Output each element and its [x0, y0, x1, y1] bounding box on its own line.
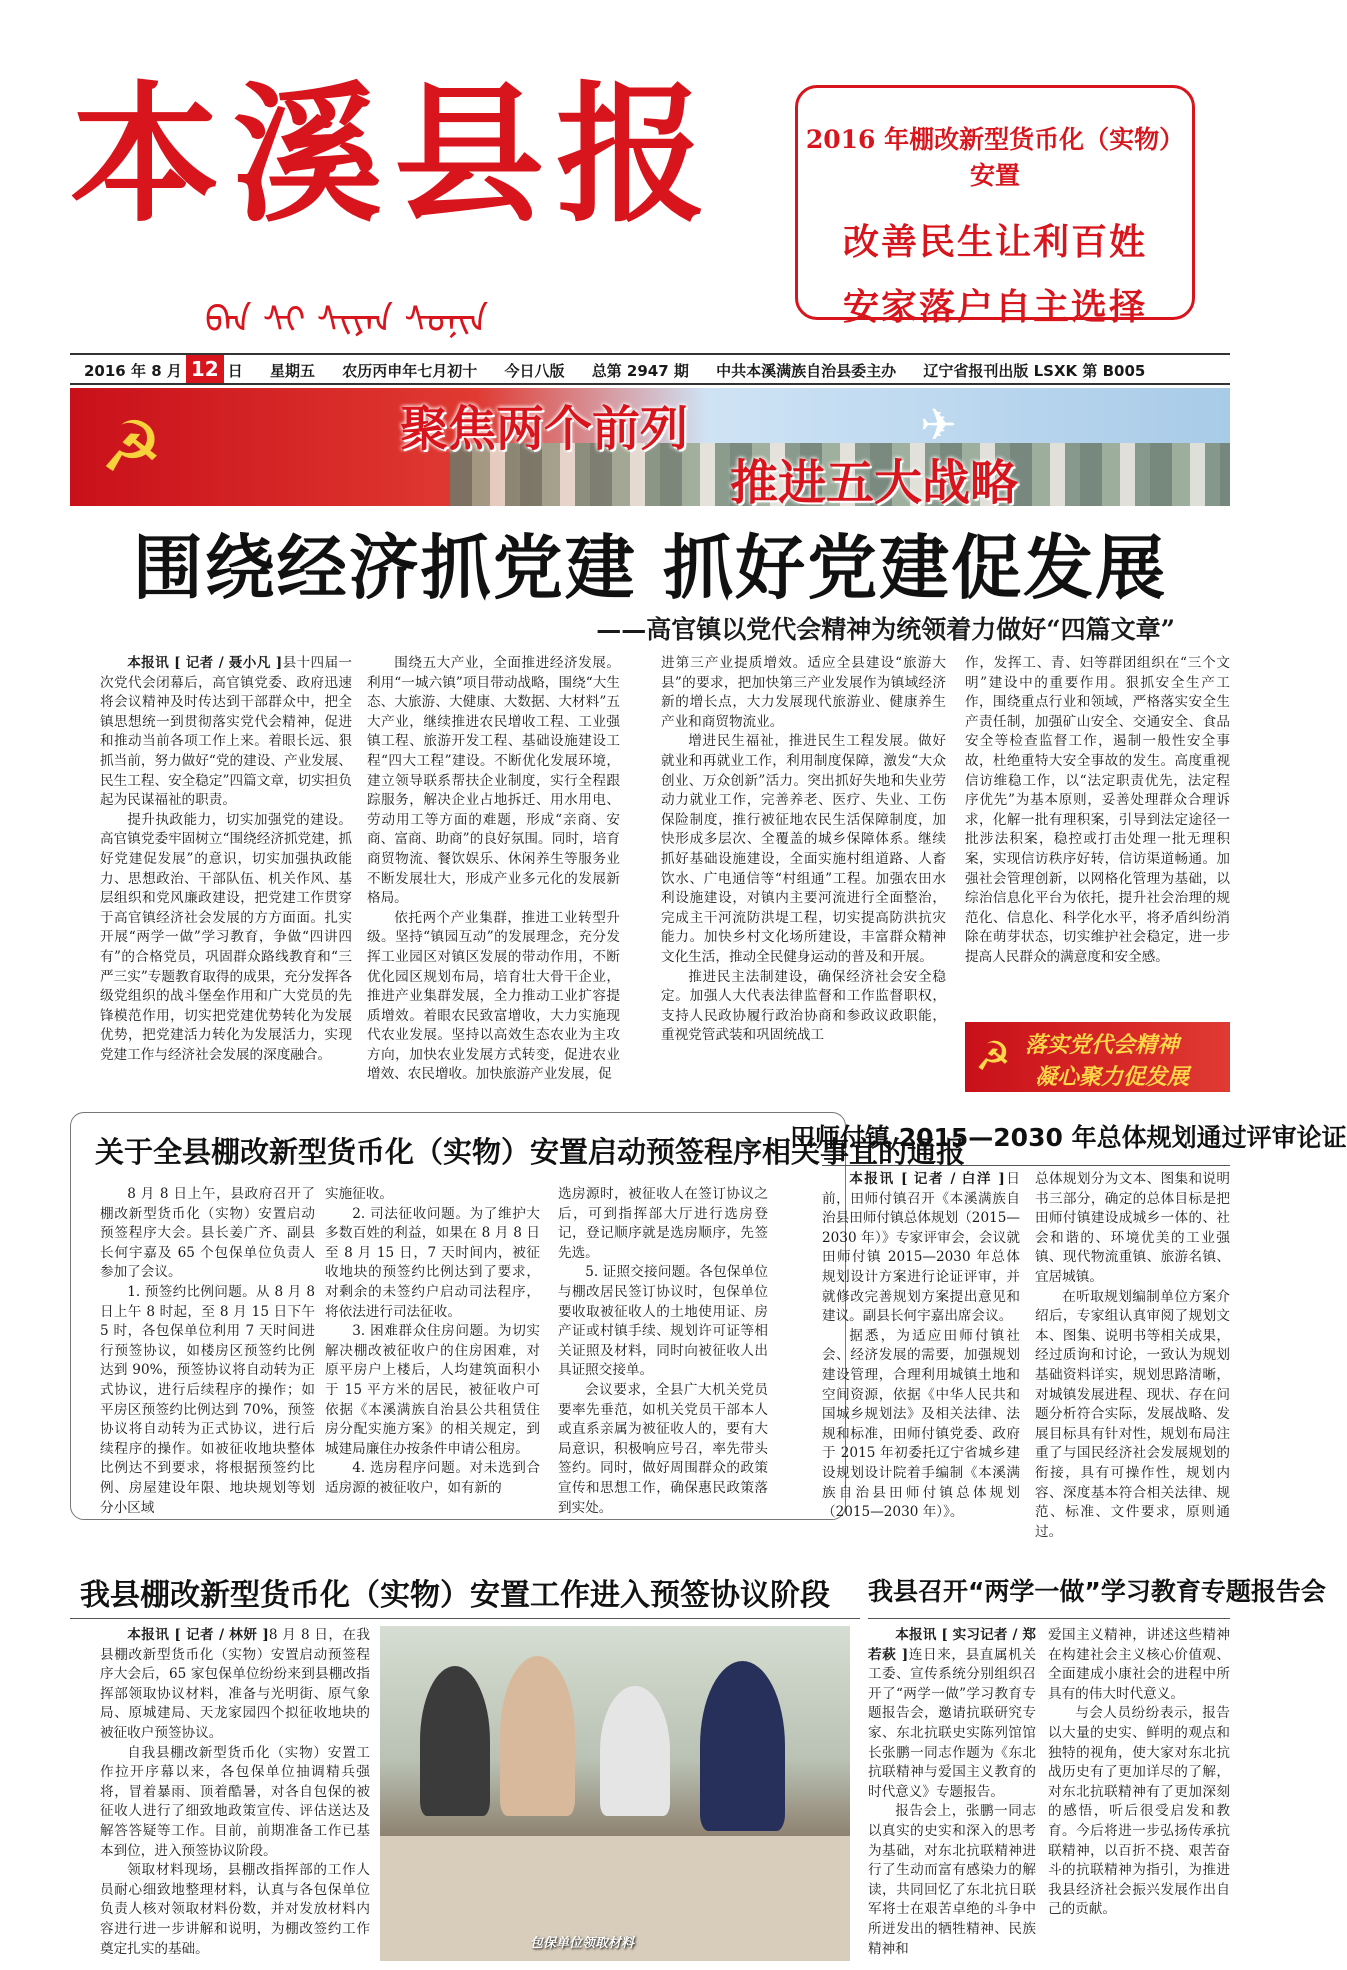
date-suffix: 日 [227, 362, 243, 380]
lecture-column-1 [868, 1626, 1036, 1961]
lecture-col1b-text: 报告会上，张鹏一同志以真实的史实和深入的思考为基础，对东北抗联精神进行了生动而富有感染力的解读，共同回忆了东北抗日联军将士在艰苦卓绝的斗争中所迸发出的牺牲精神、民族精神和 [868, 1803, 1036, 1957]
lunar-date: 农历丙申年七月初十 [342, 362, 478, 380]
notice-col2b-text: 2. 司法征收问题。为了维护大多数百姓的利益，如果在 8 月 8 日至 8 月 15 日，7 天时间内，被征收地块的预签约比例达到了要求，对剩余的未签约户启动司法程序，将依法进行司法征收。 [325, 1205, 540, 1320]
issue-info-bar [70, 353, 1230, 385]
notice-col2-text: 实施征收。 [325, 1186, 393, 1202]
issue-number: 总第 2947 期 [591, 362, 689, 380]
lead-col4-text: 作，发挥工、青、妇等群团组织在“三个文明”建设中的重要作用。狠抓安全生产工作，围绕重点行业和领域，严格落实安全生产责任制，加强矿山安全、交通安全、食品安全等检查监督工作，遏制一般性安全事故，杜绝重特大安全事故的发生。高度重视信访维稳工作，以“法定职责优先，法定程序优先”为基本原则，妥善处理群众合理诉求，化解一批有理积案，引导到法定途径一批涉法积案，稳控或打击处理一批无理积案，实现信访秩序好转，信访渠道畅通。加强社会管理创新，以网格化管理为基础，以综治信息化平台为依托，提升社会治理的规范化、信息化、科学化水平，将矛盾纠纷消除在萌芽状态，切实维护社会稳定，进一步提高人民群众的满意度和安全感。 [965, 655, 1230, 965]
tianshifu-col1b-text: 据悉，为适应田师付镇社会、经济发展的需要，加强规划建设管理，合理利用城镇土地和空间资源，依据《中华人民共和国城乡规划法》及相关法律、法规和标准，田师付镇党委、政府于 2015 年初委托辽宁省城乡建设规划设计院着手编制《本溪满族自治县田师付镇总体规划（2015—2030 年）》。 [822, 1327, 1020, 1521]
section-divider [868, 1618, 1230, 1619]
notice-col1b-text: 1. 预签约比例问题。从 8 月 8 日上午 8 时起，至 8 月 15 日下午 5 时，各包保单位利用 7 天时间进行预签协议，如楼房区预签约比例达到 90%，预签协议将自动转为正式协议，进行后续程序的操作；如平房区预签约比例达到 70%，预签协议将自动转为正式协议，进行后续程序的操作。如被征收地块整体比例达不到要求，将根据预签约比例、房屋建设年限、地块规划等划分小区域 [100, 1283, 315, 1516]
newspaper-title: 本溪县报 [70, 67, 719, 243]
tianshifu-col2-text: 总体规划分为文本、图集和说明书三部分，确定的总体目标是把田师付镇建设成城乡一体的、社会和谐的、环境优美的工业强镇、现代物流重镇、旅游名镇、宜居城镇。 [1035, 1171, 1230, 1285]
lead-column-2 [367, 654, 620, 1083]
lead-subhead: ——高官镇以党代会精神为统领着力做好“四篇文章” [596, 615, 1175, 644]
section-divider [70, 1618, 860, 1619]
banner-line-1: 聚焦两个前列 [400, 401, 689, 457]
date-prefix: 2016 年 8 月 [84, 362, 182, 380]
weekday: 星期五 [269, 362, 315, 380]
tianshifu-column-1 [822, 1170, 1021, 1521]
lead-column-4 [965, 654, 1230, 1014]
date-day: 12 [186, 355, 224, 383]
tianshifu-headline: 田师付镇 2015—2030 年总体规划通过评审论证 [790, 1123, 1347, 1152]
theme-banner [70, 388, 1230, 511]
notice-col2c-text: 3. 困难群众住房问题。为切实解决棚改被征收户的住房困难，对原平房户上楼后，人均建筑面积小于 15 平方米的居民，被征收户可依据《本溪满族自治县公共租赁住房分配实施方案》的相关规定，到城建局廉住办按条件申请公租房。 [325, 1323, 540, 1457]
tianshifu-byline: 本报讯 [ 记者 / 白洋 ] [849, 1171, 1005, 1187]
photo-person [420, 1666, 490, 1816]
lecture-column-2 [1048, 1626, 1230, 1961]
photo-person [500, 1656, 575, 1816]
promo-line-3: 安家落户自主选择 [842, 286, 1147, 328]
notice-column-3 [558, 1185, 768, 1515]
signing-col1-text: 8 月 8 日，在我县棚改新型货币化（实物）安置启动预签程序大会后，65 家包保单位纷纷来到县棚改指挥部领取协议材料，准备与光明街、原气象局、原城建局、天龙家园四个拟征收地块的被征收户预签协议。 [100, 1627, 370, 1741]
notice-col3-text: 选房源时，被征收人在签订协议之后，可到指挥部大厅进行选房登记，登记顺序就是选房顺序，先签先选。 [558, 1186, 768, 1261]
lead-column-1 [100, 654, 352, 1078]
lead-col1b-text: 提升执政能力，切实加强党的建设。高官镇党委牢固树立“围绕经济抓党建，抓好党建促发展”的意识，切实加强执政能力、思想政治、干部队伍、机关作风、基层组织和党风廉政建设，把党建工作贯穿于高官镇经济社会发展的方方面面。扎实开展“两学一做”学习教育，争做“四讲四有”的合格党员，巩固群众路线教育和“三严三实”专题教育取得的成果，充分发挥各级党组织的战斗堡垒作用和广大党员的先锋模范作用，切实把党建优势转化为发展优势，把党建活力转化为发展活力，实现党建工作与经济社会发展的深度融合。 [100, 811, 352, 1063]
promo-box [795, 85, 1195, 328]
lecture-col2b-text: 与会人员纷纷表示，报告以大量的史实、鲜明的观点和独特的视角，使大家对东北抗战历史有了更加详尽的了解，对东北抗联精神有了更加深刻的感悟，听后很受启发和教育。今后将进一步弘扬传承抗联精神，以百折不挠、艰苦奋斗的抗联精神为指引，为推进我县经济社会振兴发展作出自己的贡献。 [1048, 1705, 1230, 1918]
promo-line-1: 2016 年棚改新型货币化（实物）安置 [805, 125, 1185, 190]
notice-column-1 [100, 1185, 315, 1515]
lead-headline: 围绕经济抓党建 抓好党建促发展 [132, 527, 1168, 609]
lead-col3-text: 进第三产业提质增效。适应全县建设“旅游大县”的要求，把加快第三产业发展作为镇域经济新的增长点，大力发展现代旅游业、健康养生产业和商贸物流业。 [661, 655, 946, 730]
section-divider [822, 1165, 1230, 1166]
signing-column-1 [100, 1626, 370, 1961]
signing-col1c-text: 领取材料现场，县棚改指挥部的工作人员耐心细致地整理材料，认真与各包保单位负责人核对领取材料份数，并对发放材料内容进行进一步讲解和说明，为棚改签约工作奠定扎实的基础。 [100, 1862, 370, 1957]
airplane-icon: ✈ [920, 400, 957, 451]
license-number: 辽宁省报刊出版 LSXK 第 B005 [923, 362, 1146, 380]
lecture-byline: 本报讯 [ 实习记者 / 郑若萩 ] [868, 1627, 1036, 1663]
mongolian-title: ᠪᠡᠨ ᠰᠢ ᠰᠢᠶᠠᠨ ᠰᠣᠨᠢᠨ [205, 300, 489, 341]
notice-col3b-text: 5. 证照交接问题。各包保单位与棚改居民签订协议时，包保单位要收取被征收人的土地使用证、房产证或村镇手续、规划许可证等相关证照及材料，同时向被征收人出具证照交接单。 [558, 1264, 768, 1379]
tianshifu-column-2 [1035, 1170, 1230, 1540]
photo-person [600, 1686, 670, 1816]
signing-byline: 本报讯 [ 记者 / 林妍 ] [127, 1627, 269, 1643]
promo-line-2: 改善民生让利百姓 [842, 221, 1147, 263]
photo-caption: 包保单位领取材料 [530, 1936, 635, 1951]
lead-col2b-text: 依托两个产业集群，推进工业转型升级。坚持“镇园互动”的发展理念，充分发挥工业园区对镇区发展的带动作用，不断优化园区规划布局，培育壮大骨干企业，推进产业集群发展，全力推动工业扩容提质增效。着眼农民致富增收，大力实施现代农业发展。坚持以高效生态农业为主攻方向，加快农业发展方式转变，促进农业增效、农民增收。加快旅游产业发展，促 [367, 909, 620, 1083]
signing-headline: 我县棚改新型货币化（实物）安置工作进入预签协议阶段 [80, 1578, 830, 1613]
lead-col3b-text: 增进民生福祉，推进民生工程发展。做好就业和再就业工作，利用制度保障，激发“大众创业、万众创新”活力。突出抓好失地和失业劳动力就业工作，完善养老、医疗、失业、工伤保险制度，推行被征地农民生活保障制度，加快形成多层次、全覆盖的城乡保障体系。继续抓好基础设施建设，全面实施村组道路、人畜饮水、广电通信等“村组通”工程。加强农田水利设施建设，对镇内主要河流进行全面整治，完成主干河流防洪堤工程，切实提高防洪抗灾能力。加快乡村文化场所建设，丰富群众精神文化生活，推动全民健身运动的普及和开展。 [661, 733, 946, 965]
edition-count: 今日八版 [504, 362, 565, 380]
lead-byline: 本报讯 [ 记者 / 聂小凡 ] [127, 655, 283, 671]
banner-line-2: 推进五大战略 [730, 455, 1019, 511]
hammer-sickle-icon: ☭ [100, 406, 163, 488]
notice-column-2 [325, 1185, 540, 1515]
notice-col1-text: 8 月 8 日上午，县政府召开了棚改新型货币化（实物）安置启动预签程序大会。县长姜广齐、副县长何宇嘉及 65 个包保单位负责人参加了会议。 [100, 1186, 315, 1281]
lead-col1-text: 县十四届一次党代会闭幕后，高官镇党委、政府迅速将会议精神及时传达到干部群众中，把全镇思想统一到贯彻落实党代会精神，促进和推动当前各项工作上来。着眼长远、狠抓当前，努力做好“党的建设、产业发展、民生工程、安全稳定”四篇文章，切实担负起为民谋福祉的职责。 [100, 655, 353, 809]
lecture-col1-text: 连日来，县直属机关工委、宣传系统分别组织召开了“两学一做”学习教育专题报告会，邀请抗联研究专家、东北抗联史实陈列馆馆长张鹏一同志作题为《东北抗联精神与爱国主义教育的时代意义》专题报告。 [868, 1646, 1037, 1800]
seal-line-1: 落实党代会精神 [1025, 1032, 1180, 1058]
lecture-col2-text: 爱国主义精神，讲述这些精神在构建社会主义核心价值观、全面建成小康社会的进程中所具有的伟大时代意义。 [1048, 1627, 1230, 1702]
notice-headline: 关于全县棚改新型货币化（实物）安置启动预签程序相关事宜的通报 [95, 1135, 966, 1169]
lead-col2-text: 围绕五大产业，全面推进经济发展。利用“一城六镇”项目带动战略，围绕“大生态、大旅游、大健康、大数据、大材料”五大产业，继续推进农民增收工程、工业强镇工程、旅游开发工程、基础设施建设工程“四大工程”建设。不断优化发展环境，建立领导联系帮扶企业制度，实行全程跟踪服务，解决企业占地拆迁、用水用电、劳动用工等方面的难题，形成“亲商、安商、富商、助商”的良好氛围。同时，培育商贸物流、餐饮娱乐、休闲养生等服务业不断发展壮大，形成产业多元化的发展新格局。 [367, 655, 620, 907]
tianshifu-col1-text: 日前，田师付镇召开《本溪满族自治县田师付镇总体规划（2015—2030 年）》专家评审会，会议就田师付镇 2015—2030 年总体规划设计方案进行论证评审，并就修改完善规划方案提出意见和建议。副县长何宇嘉出席会议。 [822, 1171, 1021, 1325]
slogan-seal [965, 1022, 1230, 1092]
tianshifu-col2b-text: 在听取规划编制单位方案介绍后，专家组认真审阅了规划文本、图集、说明书等相关成果，经过质询和讨论，一致认为规划基础资料详实，规划思路清晰，对城镇发展进程、现状、存在问题分析符合实际，发展战略、发展目标具有针对性，规划布局注重了与国民经济社会发展规划的衔接，具有可操作性，规划内容、深度基本符合相关法律、规范、标准、文件要求，原则通过。 [1035, 1288, 1230, 1540]
lead-column-3 [661, 654, 946, 1078]
sponsor: 中共本溪满族自治县委主办 [716, 362, 897, 380]
notice-col3c-text: 会议要求，全县广大机关党员要率先垂范，如机关党员干部本人或直系亲属为被征收人的，要有大局意识，积极响应号召，率先带头签约。同时，做好周围群众的政策宣传和思想工作，确保惠民政策落到实处。 [558, 1381, 768, 1516]
news-photo [380, 1626, 850, 1961]
hammer-sickle-icon: ☭ [975, 1034, 1011, 1080]
seal-line-2: 凝心聚力促发展 [1035, 1064, 1190, 1090]
lecture-headline: 我县召开“两学一做”学习教育专题报告会 [868, 1577, 1326, 1606]
photo-person [700, 1661, 785, 1831]
notice-col2d-text: 4. 选房程序问题。对未选到合适房源的被征收户，如有新的 [325, 1460, 540, 1496]
lead-col3c-text: 推进民主法制建设，确保经济社会安全稳定。加强人大代表法律监督和工作监督职权，支持人民政协履行政治协商和参政议政职能，重视党管武装和巩固统战工 [661, 968, 946, 1044]
signing-col1b-text: 自我县棚改新型货币化（实物）安置工作拉开序幕以来，各包保单位抽调精兵强将，冒着暴雨、顶着酷暑，对各自包保的被征收人进行了细致地政策宣传、评估送达及解答答疑等工作。目前，前期准备工作已基本到位，进入预签协议阶段。 [100, 1744, 370, 1859]
